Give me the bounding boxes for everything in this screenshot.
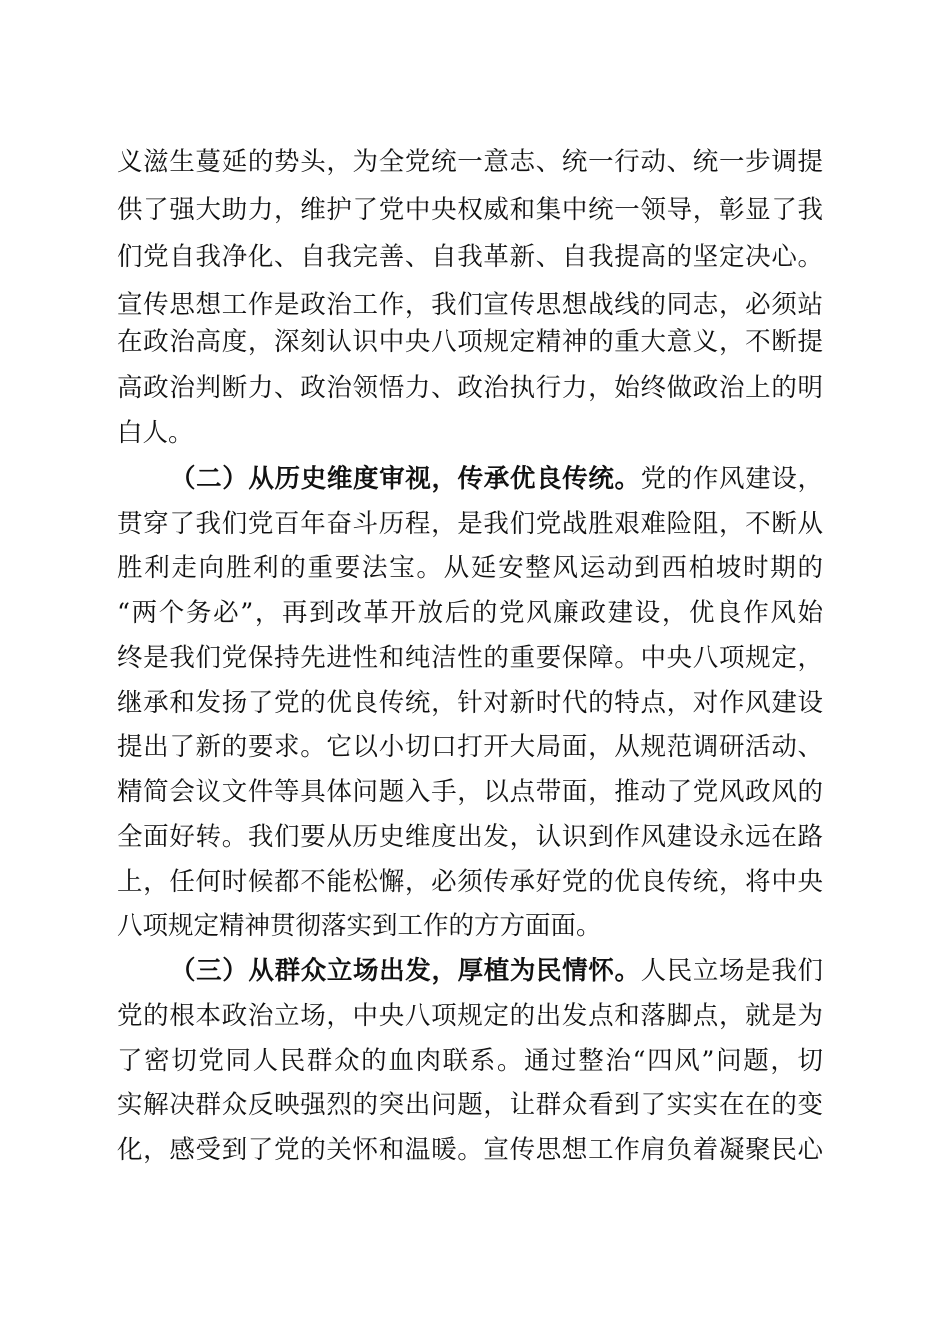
text-line: 提出了新的要求。它以小切口打开大局面，从规范调研活动、 <box>117 732 823 762</box>
text-line: 供了强大助力，维护了党中央权威和集中统一领导，彰显了我 <box>117 195 823 225</box>
text-line: 精简会议文件等具体问题入手，以点带面，推动了党风政风的 <box>117 777 823 807</box>
text-line: 高政治判断力、政治领悟力、政治执行力，始终做政治上的明 <box>117 373 823 403</box>
text-line: 胜利走向胜利的重要法宝。从延安整风运动到西柏坡时期的 <box>117 553 823 583</box>
text-line: 在政治高度，深刻认识中央八项规定精神的重大意义，不断提 <box>117 327 823 357</box>
text-line: 义滋生蔓延的势头，为全党统一意志、统一行动、统一步调提 <box>117 147 823 177</box>
heading-trailing-text: 人民立场是我们 <box>640 956 823 986</box>
text-line: 了密切党同人民群众的血肉联系。通过整治“四风”问题，切 <box>117 1046 823 1076</box>
text-line: 终是我们党保持先进性和纯洁性的重要保障。中央八项规定， <box>117 643 823 673</box>
text-line: 宣传思想工作是政治工作，我们宣传思想战线的同志，必须站 <box>117 290 823 320</box>
section-heading: （二）从历史维度审视，传承优良传统。 <box>170 464 641 494</box>
text-line: 实解决群众反映强烈的突出问题，让群众看到了实实在在的变 <box>117 1090 823 1120</box>
text-line: 们党自我净化、自我完善、自我革新、自我提高的坚定决心。 <box>117 242 823 272</box>
text-line: 上，任何时候都不能松懈，必须传承好党的优良传统，将中央 <box>117 867 823 897</box>
text-line: 化，感受到了党的关怀和温暖。宣传思想工作肩负着凝聚民心 <box>117 1135 823 1165</box>
heading-trailing-text: 党的作风建设， <box>640 464 823 494</box>
text-line: 白人。 <box>117 418 194 448</box>
text-line: 继承和发扬了党的优良传统，针对新时代的特点，对作风建设 <box>117 688 823 718</box>
section-heading: （三）从群众立场出发，厚植为民情怀。 <box>170 956 641 986</box>
text-line: 贯穿了我们党百年奋斗历程，是我们党战胜艰难险阻，不断从 <box>117 509 823 539</box>
text-line: “两个务必”，再到改革开放后的党风廉政建设，优良作风始 <box>117 598 823 628</box>
text-line: 八项规定精神贯彻落实到工作的方方面面。 <box>117 911 602 941</box>
paragraph-first-line <box>170 951 823 991</box>
text-line: 党的根本政治立场，中央八项规定的出发点和落脚点，就是为 <box>117 1001 823 1031</box>
paragraph-first-line <box>170 459 823 499</box>
text-line: 全面好转。我们要从历史维度出发，认识到作风建设永远在路 <box>117 822 823 852</box>
